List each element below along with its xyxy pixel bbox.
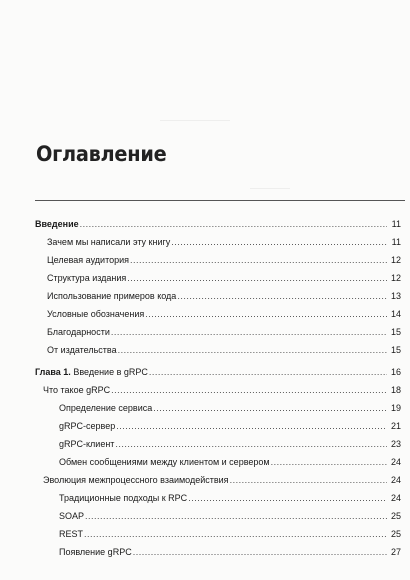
toc-page-number: 12 [390,273,401,283]
toc-page-number: 16 [390,367,401,377]
toc-entry-label: Традиционные подходы к RPC [59,493,188,503]
leader-dots [84,525,387,543]
title-rule [35,200,405,201]
toc-entry[interactable] [35,269,401,287]
chapter-title: Введение в gRPC [73,367,148,377]
toc-entry-label: REST [59,529,84,539]
leader-dots [145,305,387,323]
toc-entry[interactable] [35,233,401,251]
leader-dots [153,399,387,417]
toc-page-number: 21 [390,421,401,431]
leader-dots [111,323,387,341]
toc-entry[interactable] [35,543,401,561]
leader-dots [118,341,387,359]
toc-entry-label: Обмен сообщениями между клиентом и сервером [59,457,270,467]
toc-entry[interactable] [35,471,401,489]
toc-page-number: 25 [390,511,401,521]
table-of-contents [35,215,401,561]
toc-entry[interactable] [35,417,401,435]
toc-page-number: 24 [390,493,401,503]
toc-page-number: 24 [390,475,401,485]
toc-entry[interactable] [35,507,401,525]
toc-entry[interactable] [35,525,401,543]
toc-page-number: 19 [390,403,401,413]
toc-page-number: 15 [390,327,401,337]
toc-entry[interactable] [35,489,401,507]
toc-entry[interactable] [35,305,401,323]
toc-entry[interactable] [35,251,401,269]
show-through-line [160,120,230,121]
leader-dots [177,287,387,305]
leader-dots [149,363,387,381]
toc-page-number: 11 [391,237,401,247]
toc-entry[interactable] [35,287,401,305]
leader-dots [130,251,387,269]
leader-dots [271,453,387,471]
toc-page-number: 18 [390,385,401,395]
toc-page-number: 24 [390,457,401,467]
toc-entry-label: Условные обозначения [47,309,145,319]
leader-dots [111,381,387,399]
toc-entry-label: Введение [35,219,79,229]
toc-page-number: 14 [390,309,401,319]
toc-entry[interactable] [35,399,401,417]
toc-page-number: 25 [390,529,401,539]
toc-entry-label: SOAP [59,511,85,521]
toc-entry[interactable] [35,323,401,341]
toc-entry-chapter-1[interactable] [35,363,401,381]
leader-dots [115,435,387,453]
toc-entry[interactable] [35,435,401,453]
show-through-line [250,188,290,189]
toc-entry-label: Определение сервиса [59,403,153,413]
toc-entry-label: Появление gRPC [59,547,132,557]
leader-dots [230,471,387,489]
toc-page-number: 11 [391,219,401,229]
leader-dots [171,233,387,251]
leader-dots [127,269,387,287]
toc-entry-label: gRPC-клиент [59,439,115,449]
leader-dots [188,489,387,507]
leader-dots [116,417,387,435]
leader-dots [133,543,387,561]
toc-entry[interactable] [35,453,401,471]
toc-entry-label: От издательства [47,345,117,355]
toc-entry[interactable] [35,341,401,359]
toc-entry-introduction[interactable] [35,215,401,233]
toc-entry-label: Использование примеров кода [47,291,177,301]
toc-entry-label: Структура издания [47,273,127,283]
toc-page-number: 12 [390,255,401,265]
leader-dots [80,215,387,233]
toc-page-number: 23 [390,439,401,449]
chapter-prefix: Глава 1. [35,367,71,377]
toc-entry-label: Целевая аудитория [47,255,129,265]
toc-page-number: 13 [390,291,401,301]
toc-entry[interactable] [35,381,401,399]
toc-page-number: 15 [390,345,401,355]
toc-entry-label: Что такое gRPC [43,385,111,395]
toc-entry-label: Благодарности [47,327,110,337]
toc-entry-label: Зачем мы написали эту книгу [47,237,171,247]
toc-page-number: 27 [390,547,401,557]
toc-entry-label [35,363,149,381]
toc-entry-label: Эволюция межпроцессного взаимодействия [43,475,229,485]
page-title: Оглавление [36,142,167,166]
toc-entry-label: gRPC-сервер [59,421,116,431]
leader-dots [85,507,387,525]
